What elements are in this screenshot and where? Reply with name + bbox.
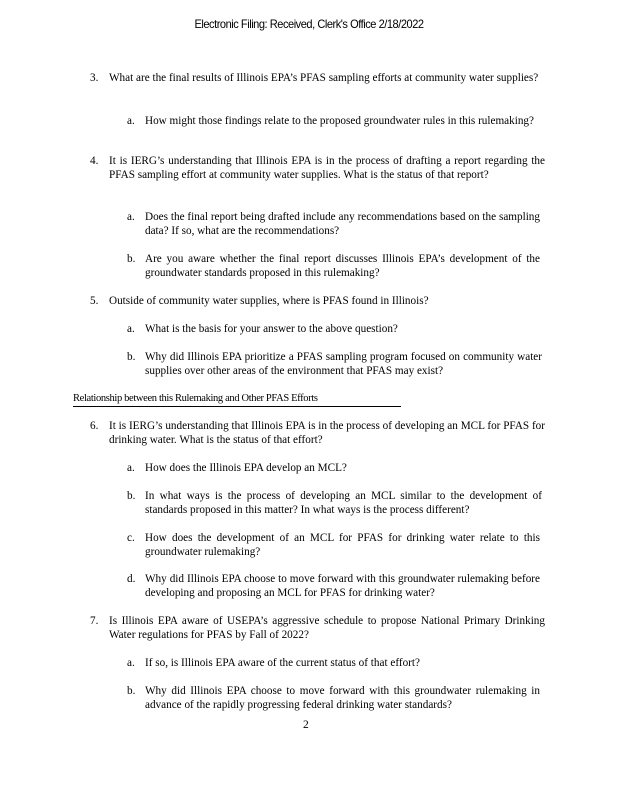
question-text: Outside of community water supplies, where is PFAS found in Illinois? (109, 295, 429, 307)
subquestion-letter: a. (127, 323, 135, 335)
subquestion-text: Does the final report being drafted include any recommendations based on the sampling data? If so, what are the recommendations? (145, 211, 540, 237)
subquestion-text: Why did Illinois EPA choose to move forward with this groundwater rulemaking in advance of the rapidly progressing federal drinking water standards? (145, 685, 540, 711)
subquestion-text: If so, is Illinois EPA aware of the current status of that effort? (145, 657, 420, 669)
question-number: 4. (90, 155, 99, 167)
question-text: It is IERG’s understanding that Illinois EPA is in the process of drafting a report regarding the PFAS sampling effort at community water supplies. What is the status of that report? (109, 155, 545, 181)
question-number: 3. (90, 72, 99, 84)
subquestion-text: How does the Illinois EPA develop an MCL? (145, 462, 347, 474)
subquestion-letter: d. (127, 573, 136, 585)
subquestion-text: Why did Illinois EPA prioritize a PFAS sampling program focused on community water supplies over other areas of the environment that PFAS may exist? (145, 351, 542, 377)
subquestion-text: Why did Illinois EPA choose to move forward with this groundwater rulemaking before developing and proposing an MCL for PFAS for drinking water? (145, 573, 540, 599)
subquestion-letter: a. (127, 462, 135, 474)
page-number: 2 (303, 719, 309, 731)
filing-stamp-header: Electronic Filing: Received, Clerk's Office 2/18/2022 (194, 17, 424, 31)
subquestion-text: In what ways is the process of developing an MCL similar to the development of standards proposed in this matter? In what ways is the process different? (145, 490, 542, 516)
question-number: 6. (90, 420, 99, 432)
subquestion-letter: a. (127, 657, 135, 669)
subquestion-letter: a. (127, 211, 135, 223)
question-text: Is Illinois EPA aware of USEPA’s aggressive schedule to propose National Primary Drinking Water regulations for PFAS by Fall of 2022? (109, 615, 545, 641)
subquestion-text: How might those findings relate to the proposed groundwater rules in this rulemaking? (145, 115, 534, 127)
subquestion-letter: b. (127, 685, 136, 697)
section-heading: Relationship between this Rulemaking and Other PFAS Efforts (73, 393, 401, 407)
question-text: It is IERG’s understanding that Illinois EPA is in the process of developing an MCL for PFAS for drinking water. What is the status of that effort? (109, 420, 545, 446)
subquestion-letter: b. (127, 490, 136, 502)
subquestion-letter: b. (127, 351, 136, 363)
subquestion-letter: c. (127, 532, 135, 544)
subquestion-text: Are you aware whether the final report discusses Illinois EPA’s development of the groundwater standards proposed in this rulemaking? (145, 253, 540, 279)
question-number: 5. (90, 295, 99, 307)
subquestion-text: How does the development of an MCL for PFAS for drinking water relate to this groundwater rulemaking? (145, 532, 540, 558)
question-text: What are the final results of Illinois EPA’s PFAS sampling efforts at community water supplies? (109, 72, 539, 84)
subquestion-letter: b. (127, 253, 136, 265)
question-number: 7. (90, 615, 99, 627)
subquestion-text: What is the basis for your answer to the above question? (145, 323, 398, 335)
subquestion-letter: a. (127, 115, 135, 127)
